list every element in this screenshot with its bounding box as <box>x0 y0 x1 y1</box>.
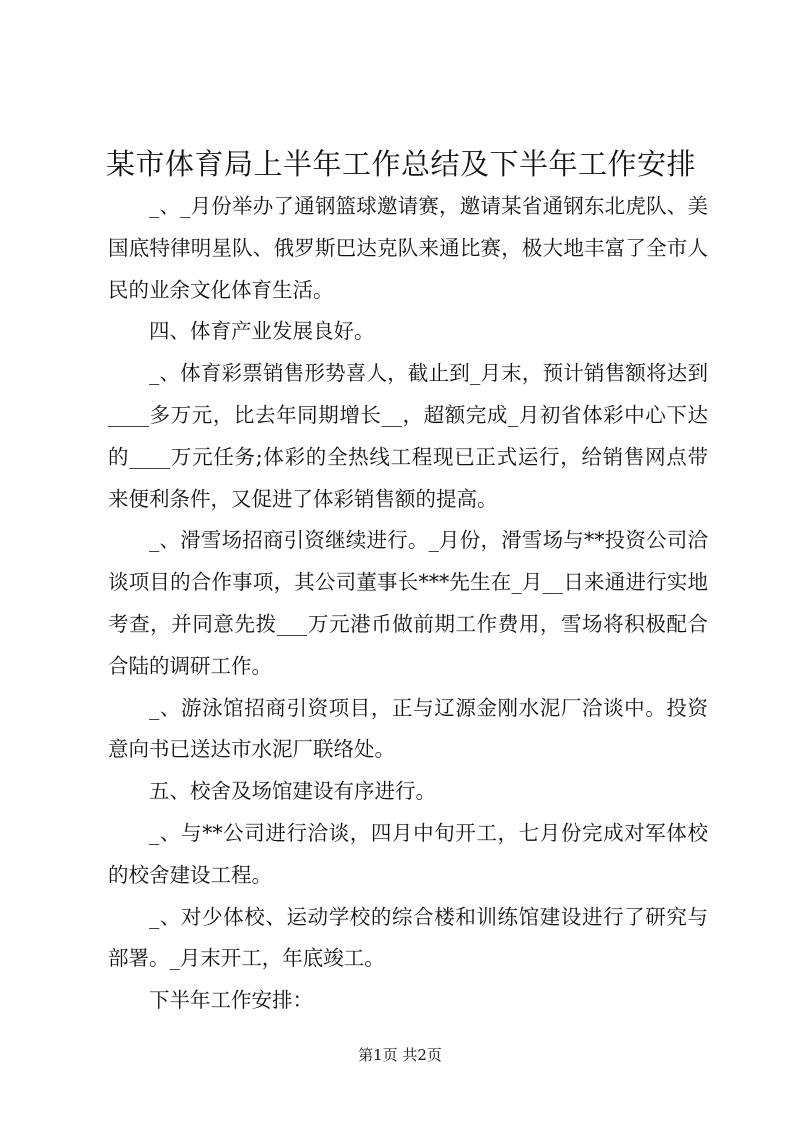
paragraph: _、滑雪场招商引资继续进行。_月份，滑雪场与**投资公司洽谈项目的合作事项，其公司董事长***先生在_月__日来通进行实地考查，并同意先拨___万元港币做前期工作费用，雪场将积极配合合陆的调研工作。 <box>108 528 708 678</box>
page-number: 第1页 共2页 <box>358 1046 442 1064</box>
document-body <box>108 186 708 1022</box>
paragraph: _、_月份举办了通钢篮球邀请赛，邀请某省通钢东北虎队、美国底特律明星队、俄罗斯巴达克队来通比赛，极大地丰富了全市人民的业余文化体育生活。 <box>108 194 708 302</box>
paragraph: _、与**公司进行洽谈，四月中旬开工，七月份完成对军体校的校舍建设工程。 <box>108 820 708 887</box>
section-heading: 四、体育产业发展良好。 <box>149 319 375 344</box>
document-title: 某市体育局上半年工作总结及下半年工作安排 <box>106 147 697 181</box>
paragraph: _、游泳馆招商引资项目，正与辽源金刚水泥厂洽谈中。投资意向书已送达市水泥厂联络处。 <box>108 695 708 762</box>
paragraph: _、体育彩票销售形势喜人，截止到_月末，预计销售额将达到____多万元，比去年同期增长__，超额完成_月初省体彩中心下达的____万元任务;体彩的全热线工程现已正式运行，给销售网点带来便利条件，又促进了体彩销售额的提高。 <box>108 361 708 511</box>
paragraph: _、对少体校、运动学校的综合楼和训练馆建设进行了研究与部署。_月末开工，年底竣工。 <box>108 904 708 971</box>
section-heading: 下半年工作安排： <box>149 988 313 1013</box>
section-heading: 五、校舍及场馆建设有序进行。 <box>149 779 436 804</box>
